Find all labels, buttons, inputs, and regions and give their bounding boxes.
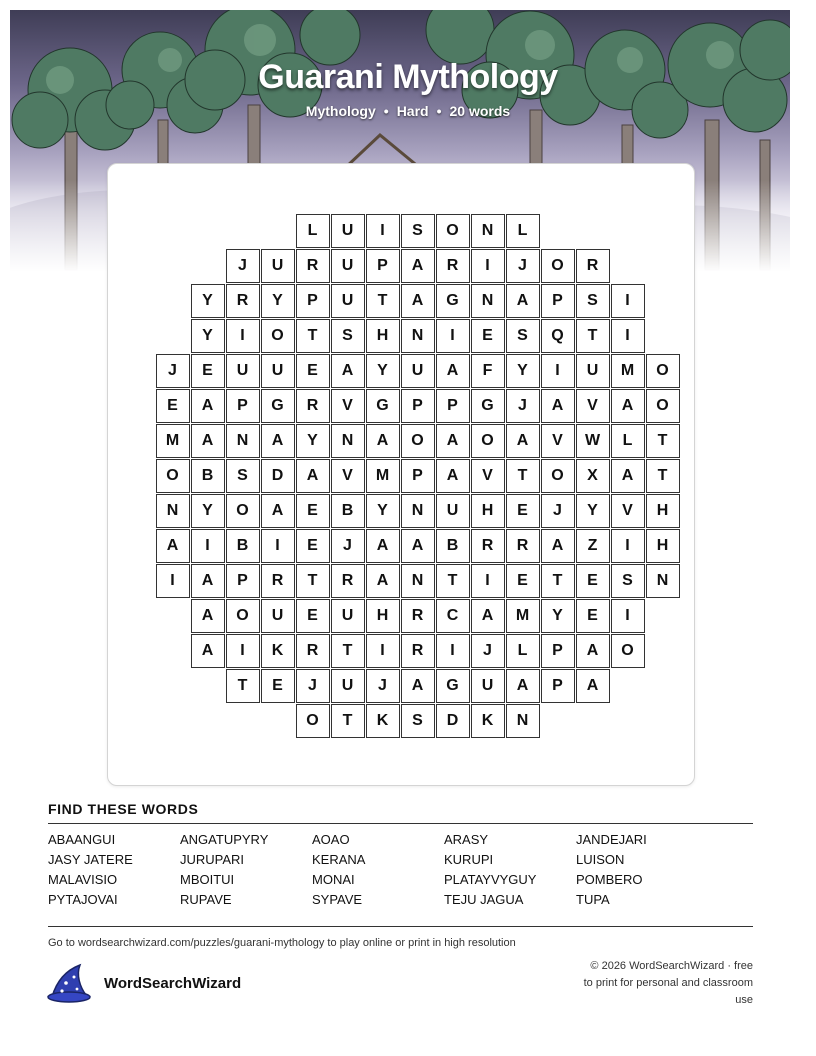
grid-cell[interactable]: E (576, 564, 610, 598)
grid-cell[interactable]: F (471, 354, 505, 388)
grid-cell[interactable]: E (296, 529, 330, 563)
grid-cell[interactable]: I (436, 634, 470, 668)
grid-cell[interactable]: O (226, 494, 260, 528)
grid-cell[interactable]: V (576, 389, 610, 423)
grid-cell[interactable]: T (331, 634, 365, 668)
word-list-item: POMBERO (576, 872, 643, 887)
grid-cell[interactable]: R (261, 564, 295, 598)
grid-cell[interactable]: A (611, 459, 645, 493)
grid-cell[interactable]: S (226, 459, 260, 493)
grid-cell[interactable]: I (471, 249, 505, 283)
grid-cell[interactable]: J (331, 529, 365, 563)
grid-cell[interactable]: E (506, 494, 540, 528)
grid-cell[interactable]: P (541, 284, 575, 318)
grid-cell[interactable]: S (611, 564, 645, 598)
grid-cell[interactable]: H (646, 529, 680, 563)
grid-cell[interactable]: N (401, 494, 435, 528)
grid-cell[interactable]: I (611, 529, 645, 563)
word-list-item: PYTAJOVAI (48, 892, 118, 907)
grid-cell[interactable]: N (646, 564, 680, 598)
grid-cell[interactable]: L (611, 424, 645, 458)
grid-cell[interactable]: S (401, 704, 435, 738)
grid-cell[interactable]: T (506, 459, 540, 493)
grid-cell[interactable]: R (296, 389, 330, 423)
grid-cell[interactable]: Y (191, 319, 225, 353)
grid-cell[interactable]: H (646, 494, 680, 528)
word-list-item: TUPA (576, 892, 610, 907)
puzzle-subtitle (0, 103, 816, 119)
grid-cell[interactable]: U (261, 354, 295, 388)
difficulty-label: Hard (396, 103, 429, 119)
grid-cell[interactable]: Y (576, 494, 610, 528)
grid-cell[interactable]: B (226, 529, 260, 563)
word-list-item: RUPAVE (180, 892, 232, 907)
grid-cell[interactable]: U (471, 669, 505, 703)
grid-cell[interactable]: A (436, 459, 470, 493)
grid-cell[interactable]: A (366, 564, 400, 598)
grid-cell[interactable]: N (471, 284, 505, 318)
grid-cell[interactable]: U (436, 494, 470, 528)
grid-cell[interactable]: E (576, 599, 610, 633)
grid-cell[interactable]: S (331, 319, 365, 353)
grid-cell[interactable]: K (471, 704, 505, 738)
grid-cell[interactable]: P (436, 389, 470, 423)
grid-cell[interactable]: X (576, 459, 610, 493)
grid-cell[interactable]: U (331, 214, 365, 248)
grid-cell[interactable]: P (366, 249, 400, 283)
grid-cell[interactable]: Q (541, 319, 575, 353)
grid-cell[interactable]: Y (541, 599, 575, 633)
word-list-item: MBOITUI (180, 872, 235, 887)
grid-cell[interactable]: A (191, 599, 225, 633)
grid-cell[interactable]: Y (191, 284, 225, 318)
word-list-item: ARASY (444, 832, 489, 847)
grid-cell[interactable]: R (436, 249, 470, 283)
grid-cell[interactable]: A (401, 669, 435, 703)
grid-cell[interactable]: P (541, 669, 575, 703)
grid-cell[interactable]: I (226, 634, 260, 668)
grid-cell[interactable]: D (261, 459, 295, 493)
wizard-hat-icon (46, 963, 92, 1003)
grid-cell[interactable]: O (156, 459, 190, 493)
grid-cell[interactable]: N (471, 214, 505, 248)
grid-cell[interactable]: G (436, 284, 470, 318)
copyright-notice: © 2026 WordSearchWizard · free to print for personal and classroom use (583, 960, 753, 1006)
grid-cell[interactable]: J (296, 669, 330, 703)
grid-cell[interactable]: A (191, 634, 225, 668)
grid-cell[interactable]: R (506, 529, 540, 563)
grid-cell[interactable]: J (506, 389, 540, 423)
grid-cell[interactable]: L (296, 214, 330, 248)
grid-cell[interactable]: P (226, 564, 260, 598)
grid-cell[interactable]: R (331, 564, 365, 598)
grid-cell[interactable]: A (296, 459, 330, 493)
grid-cell[interactable]: T (296, 319, 330, 353)
grid-cell[interactable]: A (366, 529, 400, 563)
grid-cell[interactable]: E (156, 389, 190, 423)
grid-cell[interactable]: E (296, 599, 330, 633)
divider (48, 926, 753, 927)
grid-cell[interactable]: U (576, 354, 610, 388)
grid-cell[interactable]: E (296, 354, 330, 388)
grid-cell[interactable]: U (261, 599, 295, 633)
grid-cell[interactable]: B (191, 459, 225, 493)
puzzle-title: Guarani Mythology (258, 58, 558, 96)
word-list-item: AOAO (312, 832, 350, 847)
grid-cell[interactable]: J (226, 249, 260, 283)
word-list-heading: FIND THESE WORDS (48, 801, 199, 817)
grid-cell[interactable]: D (436, 704, 470, 738)
grid-cell[interactable]: A (576, 634, 610, 668)
grid-cell[interactable]: O (401, 424, 435, 458)
word-list-item: MALAVISIO (48, 872, 118, 887)
grid-cell[interactable]: V (541, 424, 575, 458)
word-list-item: JURUPARI (180, 852, 245, 867)
grid-cell[interactable]: R (296, 249, 330, 283)
grid-cell[interactable]: T (331, 704, 365, 738)
play-online-link[interactable]: Go to wordsearchwizard.com/puzzles/guarani-mythology to play online or print in high resolution (48, 937, 516, 949)
grid-cell[interactable]: Y (506, 354, 540, 388)
grid-cell[interactable]: Y (296, 424, 330, 458)
grid-cell[interactable]: S (401, 214, 435, 248)
grid-cell[interactable]: M (506, 599, 540, 633)
grid-cell[interactable]: N (331, 424, 365, 458)
grid-cell[interactable]: I (436, 319, 470, 353)
grid-cell[interactable]: A (436, 424, 470, 458)
grid-cell[interactable]: V (331, 459, 365, 493)
grid-cell[interactable]: I (611, 599, 645, 633)
grid-cell[interactable]: I (366, 634, 400, 668)
grid-cell[interactable]: A (191, 424, 225, 458)
grid-cell[interactable]: E (296, 494, 330, 528)
grid-cell[interactable]: A (611, 389, 645, 423)
grid-cell[interactable]: R (226, 284, 260, 318)
grid-cell[interactable]: O (471, 424, 505, 458)
word-list-item: ANGATUPYRY (180, 832, 269, 847)
word-list-item: KERANA (312, 852, 366, 867)
grid-cell[interactable]: K (366, 704, 400, 738)
grid-cell[interactable]: A (541, 389, 575, 423)
grid-cell[interactable]: H (366, 599, 400, 633)
word-list-item: KURUPI (444, 852, 494, 867)
grid-cell[interactable]: T (296, 564, 330, 598)
grid-cell[interactable]: K (261, 634, 295, 668)
grid-cell[interactable]: O (226, 599, 260, 633)
grid-cell[interactable]: A (506, 669, 540, 703)
puzzle-card (107, 163, 695, 786)
word-count-label: 20 words (449, 103, 511, 119)
grid-cell[interactable]: R (576, 249, 610, 283)
brand-name[interactable]: WordSearchWizard (104, 974, 242, 992)
grid-cell[interactable]: V (611, 494, 645, 528)
grid-cell[interactable]: N (401, 564, 435, 598)
grid-cell[interactable]: U (331, 249, 365, 283)
grid-cell[interactable]: J (366, 669, 400, 703)
grid-cell[interactable]: I (226, 319, 260, 353)
word-list-item: ABAANGUI (48, 832, 116, 847)
grid-cell[interactable]: I (156, 564, 190, 598)
grid-cell[interactable]: O (541, 459, 575, 493)
grid-cell[interactable]: I (471, 564, 505, 598)
grid-cell[interactable]: R (401, 634, 435, 668)
grid-cell[interactable]: E (471, 319, 505, 353)
grid-cell[interactable]: Y (261, 284, 295, 318)
grid-cell[interactable]: O (646, 389, 680, 423)
grid-cell[interactable]: P (401, 389, 435, 423)
grid-cell[interactable]: I (261, 529, 295, 563)
grid-cell[interactable]: U (331, 669, 365, 703)
grid-cell[interactable]: O (296, 704, 330, 738)
grid-cell[interactable]: M (611, 354, 645, 388)
grid-cell[interactable]: T (366, 284, 400, 318)
grid-cell[interactable]: I (366, 214, 400, 248)
grid-cell[interactable]: J (506, 249, 540, 283)
grid-cell[interactable]: T (576, 319, 610, 353)
grid-cell[interactable]: G (436, 669, 470, 703)
grid-cell[interactable]: E (191, 354, 225, 388)
grid-cell[interactable]: V (471, 459, 505, 493)
grid-cell[interactable]: R (401, 599, 435, 633)
grid-cell[interactable]: U (261, 249, 295, 283)
word-list-item: SYPAVE (312, 892, 363, 907)
grid-cell[interactable]: N (401, 319, 435, 353)
grid-cell[interactable]: N (156, 494, 190, 528)
grid-cell[interactable]: I (611, 319, 645, 353)
grid-cell[interactable]: U (401, 354, 435, 388)
grid-cell[interactable]: I (611, 284, 645, 318)
grid-cell[interactable]: A (191, 389, 225, 423)
grid-cell[interactable]: T (226, 669, 260, 703)
grid-cell[interactable]: Y (366, 494, 400, 528)
grid-cell[interactable]: G (471, 389, 505, 423)
grid-cell[interactable]: O (541, 249, 575, 283)
grid-cell[interactable]: A (576, 669, 610, 703)
grid-cell[interactable]: R (471, 529, 505, 563)
grid-cell[interactable]: O (646, 354, 680, 388)
grid-cell[interactable]: E (261, 669, 295, 703)
grid-cell[interactable]: I (191, 529, 225, 563)
divider (48, 823, 753, 824)
separator-dot: • (383, 103, 389, 119)
grid-cell[interactable]: A (191, 564, 225, 598)
grid-cell[interactable]: O (261, 319, 295, 353)
grid-cell[interactable]: R (296, 634, 330, 668)
grid-cell[interactable]: G (366, 389, 400, 423)
grid-cell[interactable]: G (261, 389, 295, 423)
grid-cell[interactable]: A (436, 354, 470, 388)
grid-cell[interactable]: A (401, 529, 435, 563)
category-label: Mythology (305, 103, 376, 119)
grid-cell[interactable]: C (436, 599, 470, 633)
grid-cell[interactable]: L (506, 214, 540, 248)
grid-cell[interactable]: T (436, 564, 470, 598)
grid-cell[interactable]: W (576, 424, 610, 458)
grid-cell[interactable]: B (436, 529, 470, 563)
grid-cell[interactable]: J (471, 634, 505, 668)
grid-cell[interactable]: P (226, 389, 260, 423)
word-list-item: LUISON (576, 852, 625, 867)
grid-cell[interactable]: I (541, 354, 575, 388)
grid-cell[interactable]: J (541, 494, 575, 528)
grid-cell[interactable]: A (471, 599, 505, 633)
grid-cell[interactable]: Z (576, 529, 610, 563)
word-list (48, 832, 753, 908)
grid-cell[interactable]: Y (191, 494, 225, 528)
grid-cell[interactable]: U (226, 354, 260, 388)
grid-cell[interactable]: V (331, 389, 365, 423)
word-list-item: PLATAYVYGUY (444, 872, 537, 887)
grid-cell[interactable]: A (331, 354, 365, 388)
grid-cell[interactable]: M (156, 424, 190, 458)
grid-cell[interactable]: S (576, 284, 610, 318)
grid-cell[interactable]: N (226, 424, 260, 458)
grid-cell[interactable]: A (506, 424, 540, 458)
grid-cell[interactable]: P (541, 634, 575, 668)
grid-cell[interactable]: A (401, 284, 435, 318)
word-list-item: MONAI (312, 872, 355, 887)
grid-cell[interactable]: T (646, 424, 680, 458)
grid-cell[interactable]: O (611, 634, 645, 668)
grid-cell[interactable]: A (156, 529, 190, 563)
separator-dot: • (436, 103, 442, 119)
grid-cell[interactable]: M (366, 459, 400, 493)
grid-cell[interactable]: E (506, 564, 540, 598)
grid-cell[interactable]: A (541, 529, 575, 563)
grid-cell[interactable]: A (366, 424, 400, 458)
grid-cell[interactable]: A (261, 424, 295, 458)
grid-cell[interactable]: B (331, 494, 365, 528)
grid-cell[interactable]: L (506, 634, 540, 668)
grid-cell[interactable]: A (506, 284, 540, 318)
grid-cell[interactable]: U (331, 284, 365, 318)
word-list-item: JANDEJARI (576, 832, 647, 847)
grid-cell[interactable]: T (646, 459, 680, 493)
grid-cell[interactable]: J (156, 354, 190, 388)
grid-cell[interactable]: Y (366, 354, 400, 388)
grid-cell[interactable]: H (366, 319, 400, 353)
grid-cell[interactable]: N (506, 704, 540, 738)
grid-cell[interactable]: P (296, 284, 330, 318)
word-list-item: JASY JATERE (48, 852, 133, 867)
grid-cell[interactable]: P (401, 459, 435, 493)
grid-cell[interactable]: H (471, 494, 505, 528)
grid-cell[interactable]: T (541, 564, 575, 598)
grid-cell[interactable]: A (261, 494, 295, 528)
grid-cell[interactable]: O (436, 214, 470, 248)
grid-cell[interactable]: U (331, 599, 365, 633)
brand-logo (46, 963, 241, 1003)
grid-cell[interactable]: A (401, 249, 435, 283)
word-list-item: TEJU JAGUA (444, 892, 524, 907)
grid-cell[interactable]: S (506, 319, 540, 353)
